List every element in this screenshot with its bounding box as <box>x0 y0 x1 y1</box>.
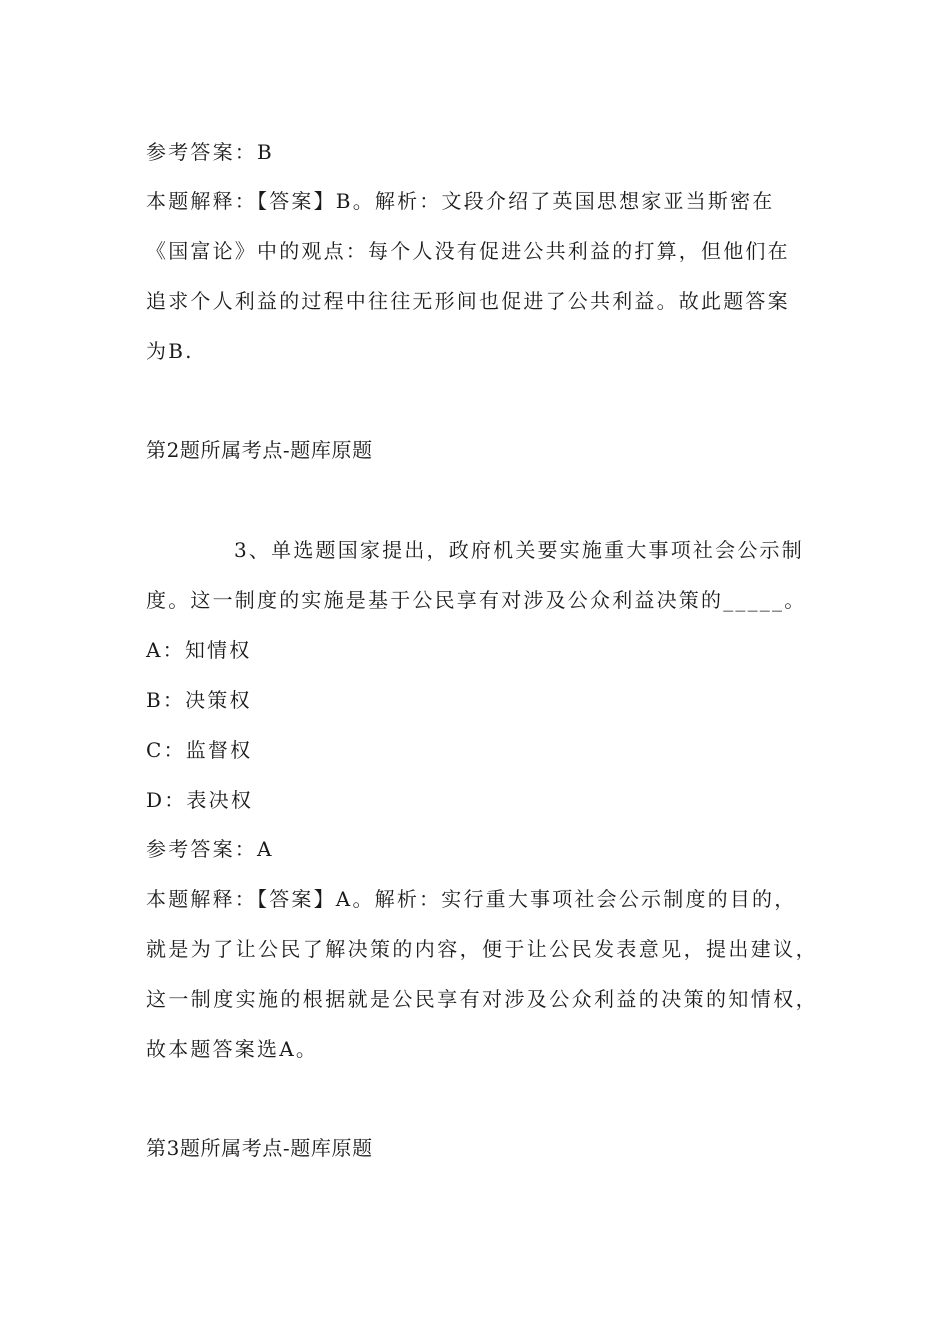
q3-stem-line-1: 3、单选题国家提出，政府机关要实施重大事项社会公示制 <box>234 538 804 562</box>
q3-explanation-line-3: 这一制度实施的根据就是公民享有对涉及公众利益的决策的知情权， <box>146 987 818 1011</box>
q3-option-d: D：表决权 <box>146 788 254 812</box>
q3-option-b: B：决策权 <box>146 688 252 712</box>
q2-knowledge-point: 第2题所属考点-题库原题 <box>146 438 373 462</box>
q2-answer: 参考答案：B <box>146 140 274 164</box>
q3-explanation-line-2: 就是为了让公民了解决策的内容，便于让公民发表意见，提出建议， <box>146 937 818 961</box>
q3-answer: 参考答案：A <box>146 837 274 861</box>
q2-explanation-line-2: 《国富论》中的观点：每个人没有促进公共利益的打算，但他们在 <box>146 239 790 263</box>
q3-explanation-line-4: 故本题答案选A。 <box>146 1037 319 1061</box>
q3-explanation-line-1: 本题解释：【答案】A。解析：实行重大事项社会公示制度的目的， <box>146 887 797 911</box>
q2-explanation-line-4: 为B. <box>146 339 194 363</box>
q2-explanation-line-3: 追求个人利益的过程中往往无形间也促进了公共利益。故此题答案 <box>146 289 790 313</box>
q3-option-c: C：监督权 <box>146 738 253 762</box>
q3-option-a: A：知情权 <box>146 638 252 662</box>
q2-explanation-line-1: 本题解释：【答案】B。解析：文段介绍了英国思想家亚当斯密在 <box>146 189 775 213</box>
q3-stem-line-2: 度。这一制度的实施是基于公民享有对涉及公众利益决策的_____。 <box>146 588 807 612</box>
q3-knowledge-point: 第3题所属考点-题库原题 <box>146 1136 373 1160</box>
